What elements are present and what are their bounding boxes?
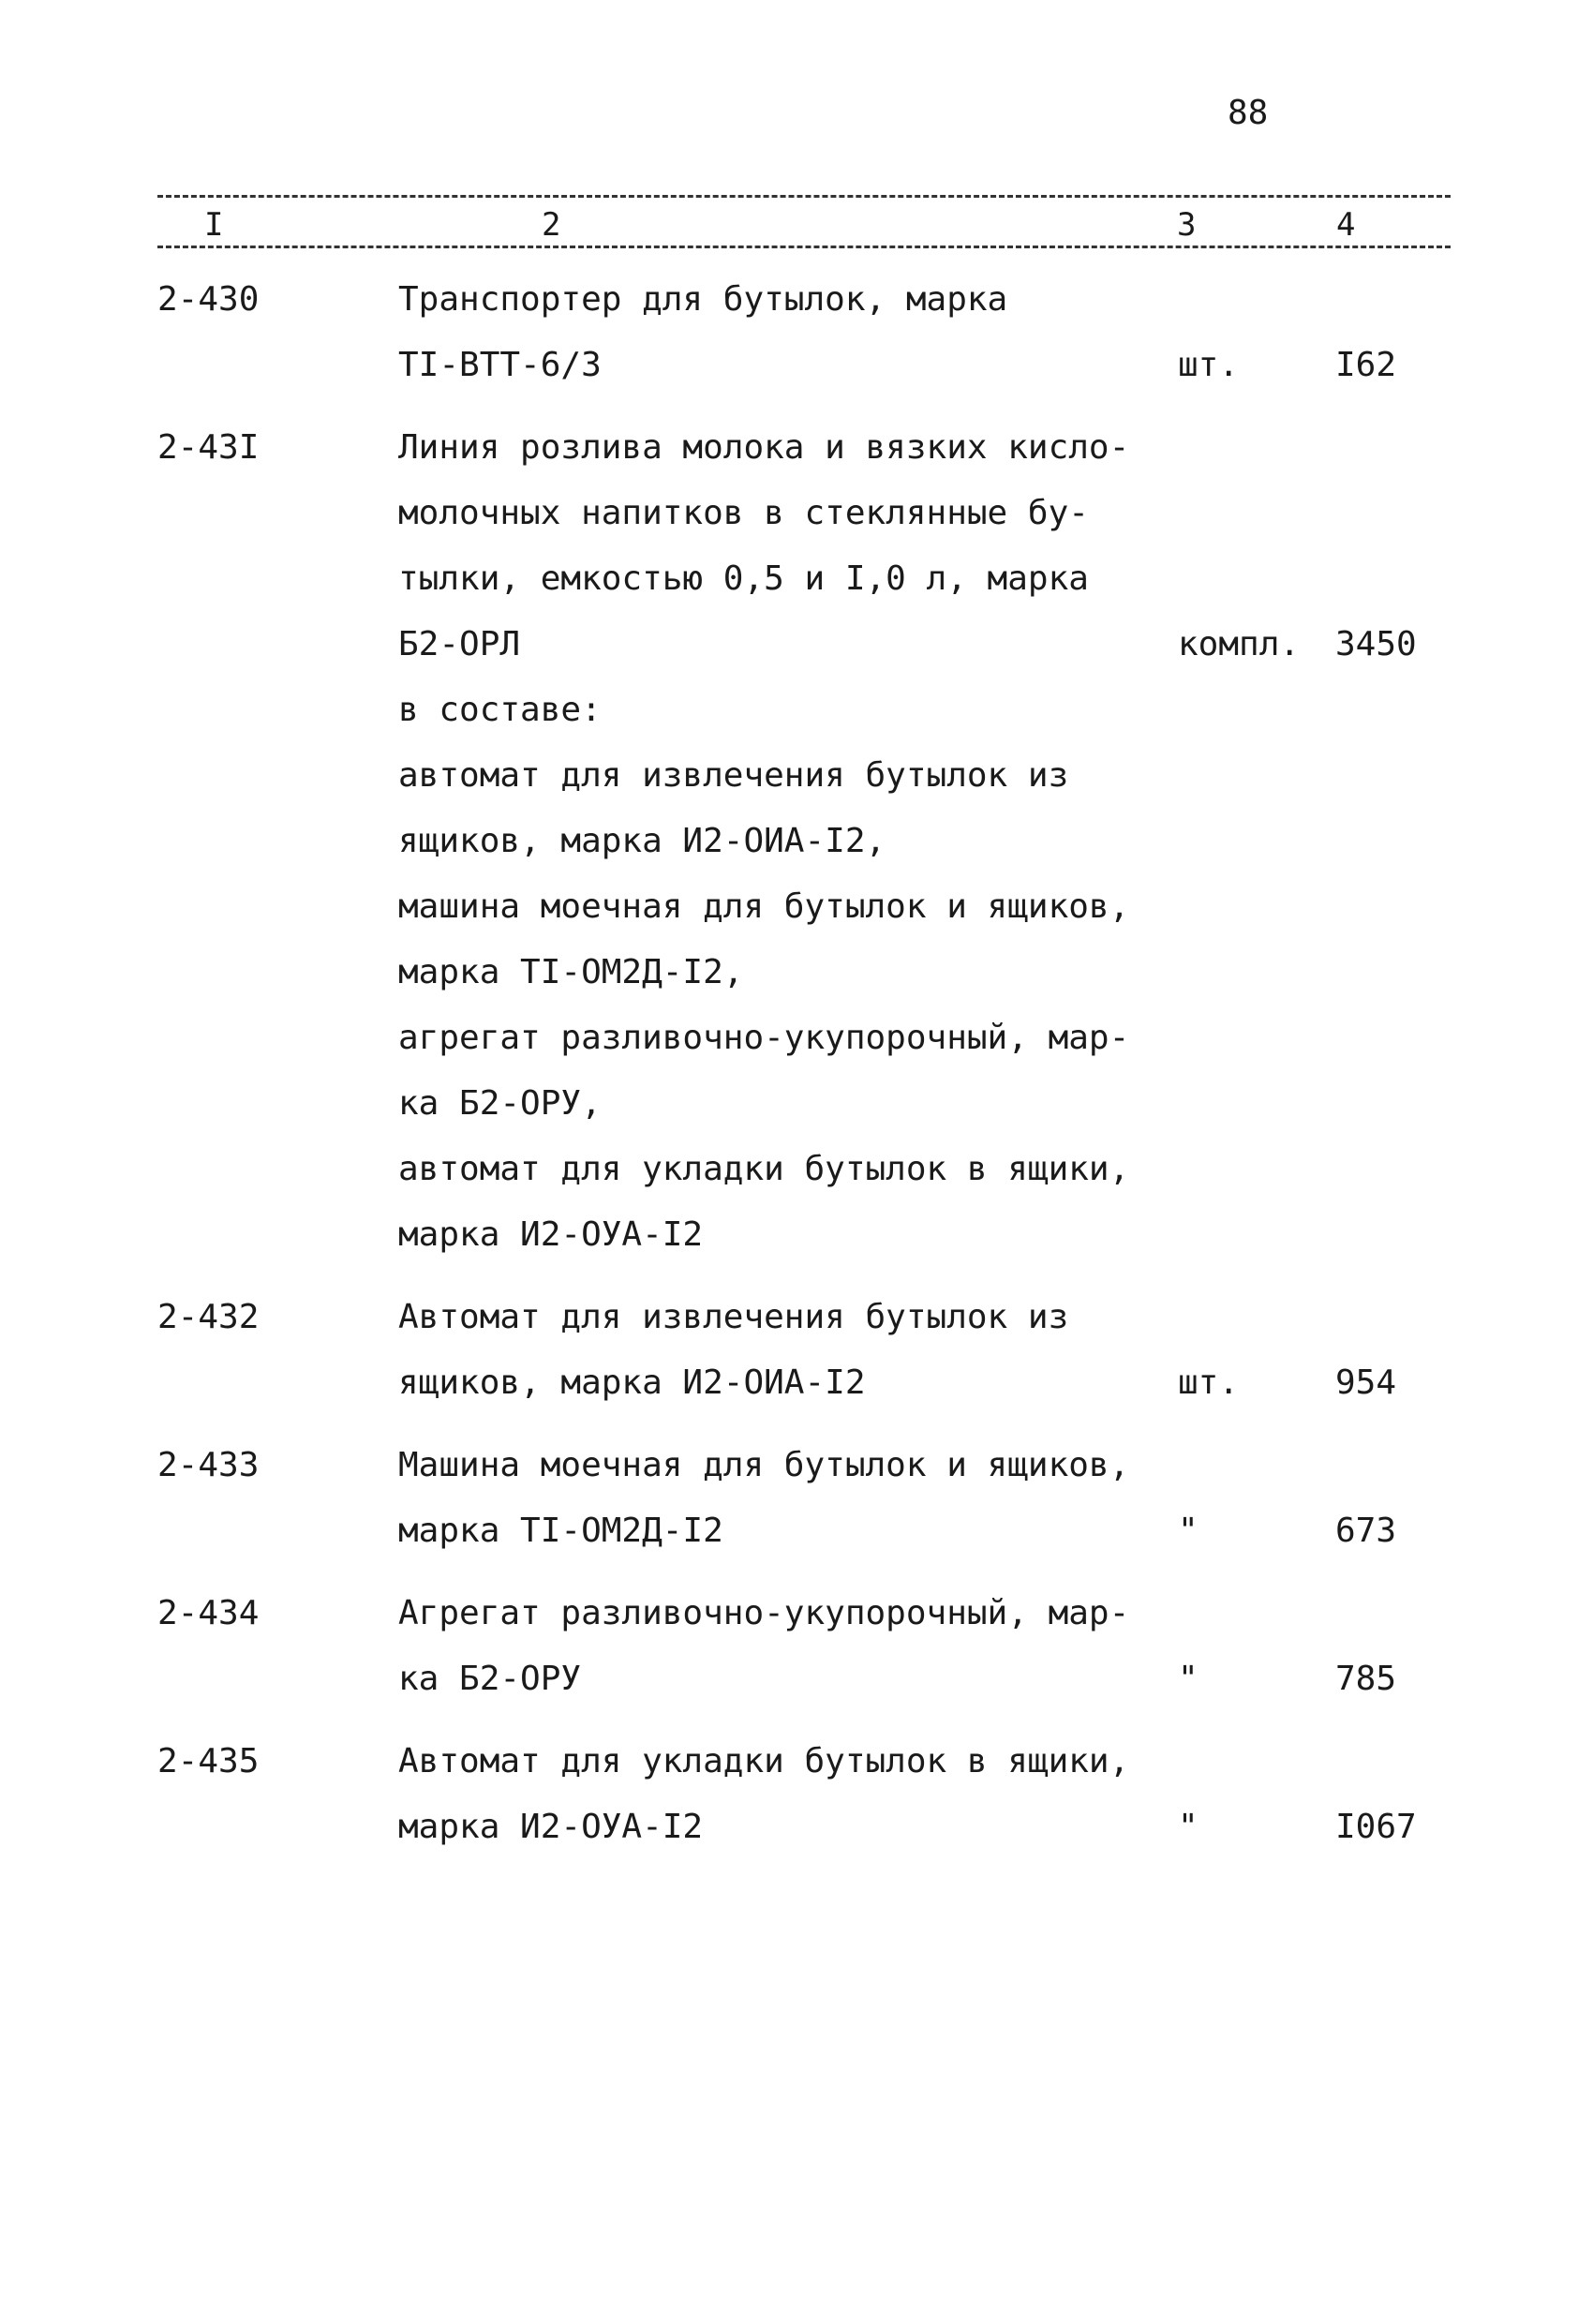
table-row: [0, 267, 1593, 398]
unit-of-measure: ": [1178, 1660, 1198, 1698]
description-line: [398, 1498, 1397, 1564]
description-text: марка И2-ОУА-I2: [398, 1215, 704, 1254]
table-row: [0, 1285, 1593, 1416]
description-line: [398, 267, 1148, 333]
description-line: [398, 481, 1148, 546]
description-line: [398, 743, 1148, 809]
table-row: [0, 1433, 1593, 1564]
table-header-rule-top: [157, 195, 1451, 198]
description-line: [398, 415, 1148, 481]
item-code: 2-432: [157, 1298, 260, 1336]
description-line: [398, 333, 1397, 398]
description-text: Б2-ОРЛ: [398, 625, 521, 663]
column-header-1: I: [199, 206, 229, 244]
unit-of-measure: ": [1178, 1808, 1198, 1846]
description-line: [398, 678, 1148, 743]
description-line: [398, 1729, 1148, 1795]
table-row: [0, 415, 1593, 1268]
description-line: [398, 546, 1148, 612]
description-line: [398, 1433, 1148, 1498]
price-value: I067: [1335, 1808, 1417, 1846]
description-text: молочных напитков в стеклянные бу-: [398, 494, 1089, 532]
price-list-table: [0, 267, 1593, 1877]
item-description: [398, 1581, 1397, 1712]
description-text: марка И2-ОУА-I2: [398, 1808, 704, 1846]
item-code: 2-434: [157, 1594, 260, 1632]
description-text: ка Б2-ОРУ,: [398, 1084, 602, 1123]
table-row: [0, 1581, 1593, 1712]
item-code: 2-433: [157, 1446, 260, 1484]
description-text: автомат для укладки бутылок в ящики,: [398, 1150, 1130, 1188]
price-value: 954: [1335, 1363, 1397, 1402]
description-line: [398, 1071, 1148, 1137]
description-text: агрегат разливочно-укупорочный, мар-: [398, 1019, 1130, 1057]
description-text: Автомат для укладки бутылок в ящики,: [398, 1742, 1130, 1780]
description-text: марка TI-ОМ2Д-I2: [398, 1512, 723, 1550]
price-value: I62: [1335, 346, 1397, 384]
description-text: ящиков, марка И2-ОИА-I2,: [398, 822, 886, 860]
description-text: Транспортер для бутылок, марка: [398, 280, 1008, 319]
description-line: [398, 809, 1148, 874]
item-code: 2-430: [157, 280, 260, 319]
description-line: [398, 1581, 1148, 1646]
description-text: автомат для извлечения бутылок из: [398, 756, 1069, 795]
description-text: Автомат для извлечения бутылок из: [398, 1298, 1069, 1336]
description-text: марка TI-ОМ2Д-I2,: [398, 953, 744, 991]
column-header-2: 2: [536, 206, 566, 244]
description-text: тылки, емкостью 0,5 и I,0 л, марка: [398, 559, 1089, 598]
description-line: [398, 1137, 1148, 1202]
description-text: TI-BTT-6/3: [398, 346, 602, 384]
item-code: 2-435: [157, 1742, 260, 1780]
description-line: [398, 940, 1148, 1006]
page-number: 88: [1228, 94, 1269, 132]
column-header-4: 4: [1331, 206, 1361, 244]
column-header-3: 3: [1171, 206, 1201, 244]
unit-of-measure: ": [1178, 1512, 1198, 1550]
description-line: [398, 1795, 1417, 1860]
description-line: [398, 1006, 1148, 1071]
description-text: Агрегат разливочно-укупорочный, мар-: [398, 1594, 1130, 1632]
item-code: 2-43I: [157, 428, 260, 467]
description-text: Линия розлива молока и вязких кисло-: [398, 428, 1130, 467]
description-text: ящиков, марка И2-ОИА-I2: [398, 1363, 866, 1402]
unit-of-measure: компл.: [1178, 625, 1301, 663]
description-text: ка Б2-ОРУ: [398, 1660, 582, 1698]
description-text: в составе:: [398, 691, 602, 729]
description-text: машина моечная для бутылок и ящиков,: [398, 887, 1130, 926]
description-text: Машина моечная для бутылок и ящиков,: [398, 1446, 1130, 1484]
description-line: [398, 1202, 1148, 1268]
item-description: [398, 1729, 1417, 1860]
description-line: [398, 874, 1148, 940]
description-line: [398, 1285, 1148, 1350]
unit-of-measure: шт.: [1178, 346, 1240, 384]
description-line: [398, 612, 1417, 678]
description-line: [398, 1646, 1397, 1712]
item-description: [398, 267, 1397, 398]
item-description: [398, 1285, 1397, 1416]
price-value: 785: [1335, 1660, 1397, 1698]
table-row: [0, 1729, 1593, 1860]
unit-of-measure: шт.: [1178, 1363, 1240, 1402]
price-value: 3450: [1335, 625, 1417, 663]
price-value: 673: [1335, 1512, 1397, 1550]
description-line: [398, 1350, 1397, 1416]
item-description: [398, 415, 1417, 1268]
item-description: [398, 1433, 1397, 1564]
table-header-rule-bottom: [157, 246, 1451, 248]
